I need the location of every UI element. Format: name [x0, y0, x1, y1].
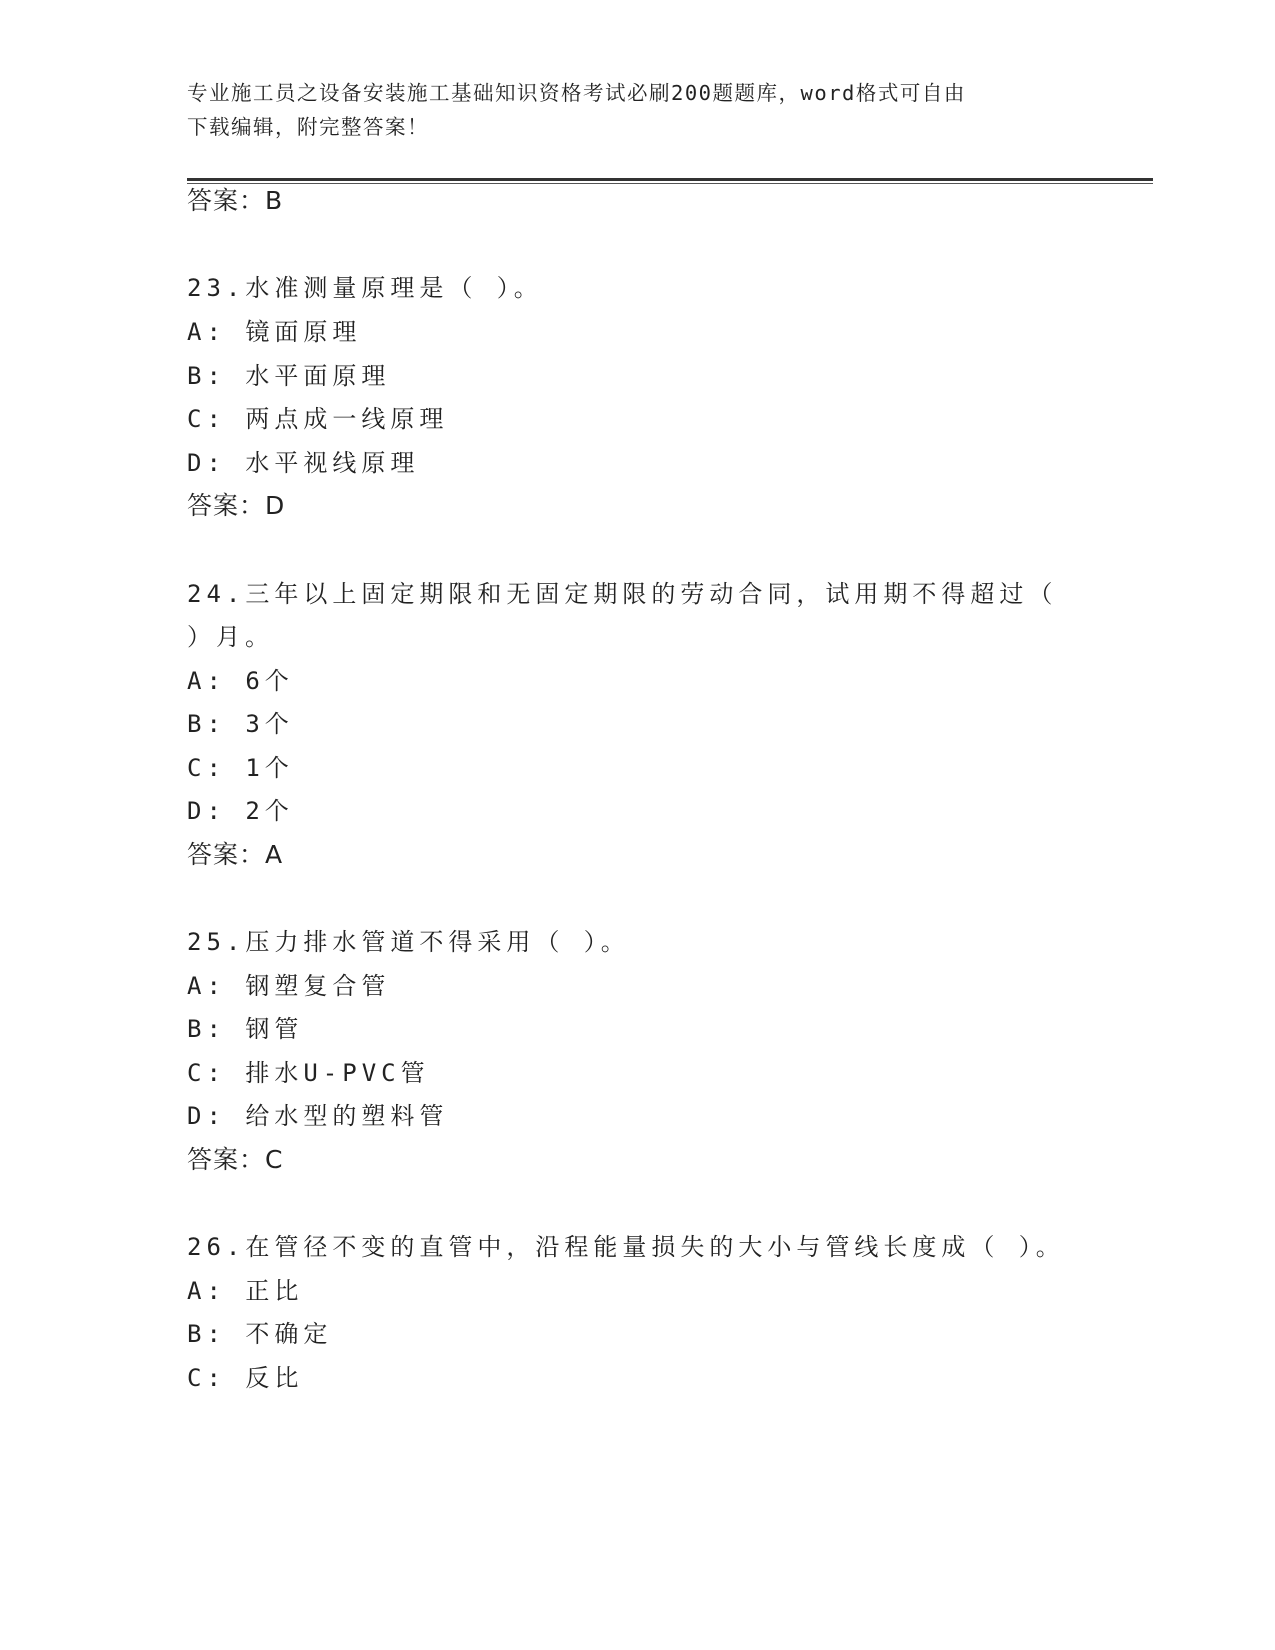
question-24-option-d: D: 2个 — [187, 797, 294, 825]
question-24-stem-line-2: ）月。 — [187, 623, 274, 651]
question-23-option-d: D: 水平视线原理 — [187, 449, 420, 477]
question-25-option-a: A: 钢塑复合管 — [187, 972, 391, 1000]
question-23-option-a: A: 镜面原理 — [187, 318, 362, 346]
question-23-stem: 23.水准测量原理是（ ）。 — [187, 274, 543, 302]
header-line-1: 专业施工员之设备安装施工基础知识资格考试必刷200题题库，word格式可自由 — [187, 81, 966, 105]
question-24-option-a: A: 6个 — [187, 667, 294, 695]
question-25-answer: 答案：C — [187, 1145, 284, 1174]
question-26-option-a: A: 正比 — [187, 1277, 304, 1305]
header-line-2: 下载编辑，附完整答案！ — [187, 115, 429, 139]
question-25-stem: 25.压力排水管道不得采用（ ）。 — [187, 928, 630, 956]
question-23-option-c: C: 两点成一线原理 — [187, 405, 449, 433]
question-26-stem: 26.在管径不变的直管中，沿程能量损失的大小与管线长度成（ ）。 — [187, 1233, 1065, 1261]
document-header — [187, 76, 1067, 144]
question-25-option-d: D: 给水型的塑料管 — [187, 1102, 449, 1130]
answer-previous: 答案：B — [187, 186, 284, 215]
question-25-option-c: C: 排水U-PVC管 — [187, 1059, 430, 1087]
question-25-option-b: B: 钢管 — [187, 1015, 304, 1043]
question-23-answer: 答案：D — [187, 491, 286, 520]
question-24-stem-line-1: 24.三年以上固定期限和无固定期限的劳动合同，试用期不得超过（ — [187, 580, 1058, 608]
header-divider-thick — [187, 178, 1153, 181]
question-26-option-b: B: 不确定 — [187, 1320, 333, 1348]
question-24-answer: 答案：A — [187, 840, 284, 869]
header-divider-thin — [187, 183, 1153, 184]
question-24-option-c: C: 1个 — [187, 754, 294, 782]
question-24-option-b: B: 3个 — [187, 710, 294, 738]
question-26-option-c: C: 反比 — [187, 1364, 304, 1392]
question-23-option-b: B: 水平面原理 — [187, 362, 391, 390]
